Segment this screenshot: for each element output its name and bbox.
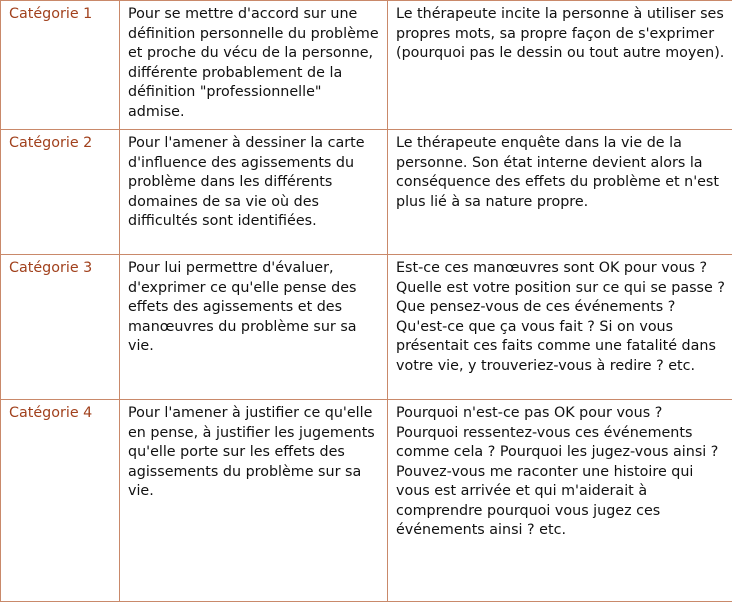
table-row — [1, 255, 732, 400]
category-label: Catégorie 2 — [1, 130, 120, 255]
description-cell: Pourquoi n'est-ce pas OK pour vous ? Pourquoi ressentez-vous ces événements comme cela ? Pourquoi les jugez-vous ainsi ? Pouvez-vous me raconter une histoire qui vous est arrivée et qui m'aiderait à comprendre pourquoi vous jugez ces événements ainsi ? etc. — [388, 400, 732, 602]
category-label: Catégorie 3 — [1, 255, 120, 400]
description-cell: Est-ce ces manœuvres sont OK pour vous ? Quelle est votre position sur ce qui se passe ? Que pensez-vous de ces événements ? Qu'est-ce que ça vous fait ? Si on vous présentait ces faits comme une fatalité dans votre vie, y trouveriez-vous à redire ? etc. — [388, 255, 732, 400]
purpose-cell: Pour lui permettre d'évaluer, d'exprimer ce qu'elle pense des effets des agissements et des manœuvres du problème sur sa vie. — [120, 255, 388, 400]
description-cell: Le thérapeute incite la personne à utiliser ses propres mots, sa propre façon de s'exprimer (pourquoi pas le dessin ou tout autre moyen). — [388, 1, 732, 130]
table-row — [1, 1, 732, 130]
table-row — [1, 130, 732, 255]
category-label: Catégorie 4 — [1, 400, 120, 602]
purpose-cell: Pour l'amener à dessiner la carte d'influence des agissements du problème dans les différents domaines de sa vie où des difficultés sont identifiées. — [120, 130, 388, 255]
purpose-cell: Pour l'amener à justifier ce qu'elle en pense, à justifier les jugements qu'elle porte sur les effets des agissements du problème sur sa vie. — [120, 400, 388, 602]
purpose-cell: Pour se mettre d'accord sur une définition personnelle du problème et proche du vécu de la personne, différente probablement de la définition "professionnelle" admise. — [120, 1, 388, 130]
description-cell: Le thérapeute enquête dans la vie de la personne. Son état interne devient alors la conséquence des effets du problème et n'est plus lié à sa nature propre. — [388, 130, 732, 255]
table-row — [1, 400, 732, 602]
category-label: Catégorie 1 — [1, 1, 120, 130]
